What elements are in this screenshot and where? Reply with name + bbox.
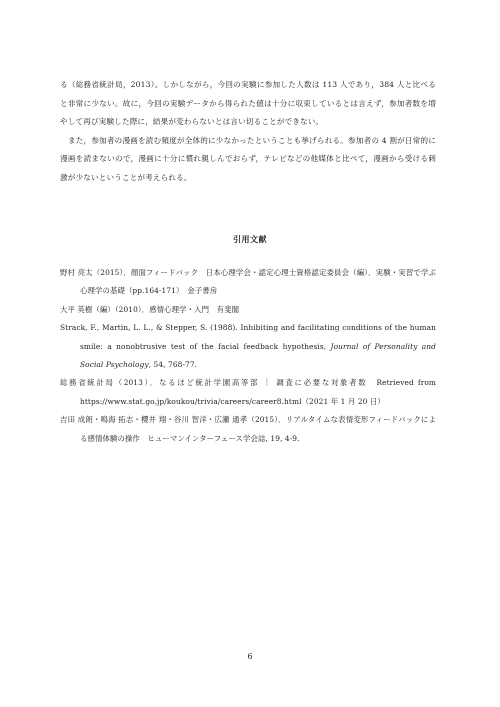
reference-item: 吉田 成朗・鳴海 拓志・櫻井 翔・谷川 智洋・広瀬 通孝（2015）．リアルタイムな表情変形フィードバックによる感情体験の操作 ヒューマンインターフェース学会誌, 19, 4-9. [60, 415, 436, 443]
references-heading: 引用文献 [233, 234, 267, 244]
journal-title: Journal of Personality and Social Psychology [80, 341, 436, 370]
paragraph-1: る（総務省統計局，2013）。しかしながら，今回の実験に参加した人数は 113 人であり，384 人と比べると非常に少ない。故に，今回の実験データから得られた値は十分に収束しているとは言えず，参加者数を増やして再び実験した際に，結果が変わらないとは言い切ることができない。 [60, 80, 436, 126]
reference-item: 野村 亮太（2015）．顔面フィードバック 日本心理学会・認定心理士資格認定委員会（編）．実験・実習で学ぶ心理学の基礎（pp.164-171） 金子書房 [60, 268, 436, 296]
reference-item: 総務省統計局（2013）．なるほど統計学園高等部 ｜ 調査に必要な対象者数 Retrieved from https://www.stat.go.jp/koukou/trivia/careers/career8.html（2021 年 1 月 20 日） [60, 378, 436, 406]
body-text [60, 76, 436, 187]
reference-text: , 54, 768-77. [148, 360, 198, 370]
reference-item [60, 319, 436, 374]
reference-text: Strack, F., Martin, L. L., & Stepper, S. (1988). Inhibiting and facilitating conditions of the human smile: a nonobtrusive test of the facial feedback hypothesis, [60, 323, 436, 351]
reference-item: 大平 英樹（編）（2010）．感情心理学・入門 有斐閣 [60, 304, 240, 314]
page-number: 6 [247, 652, 253, 661]
references-list [60, 264, 436, 448]
paragraph-2: また，参加者の漫画を読む頻度が全体的に少なかったということも挙げられる。参加者の 4 割が日常的に漫画を読まないので，漫画に十分に慣れ親しんでおらず，テレビなどの他媒体と比べて，漫画から受ける刺激が少ないということが考えられる。 [60, 135, 436, 182]
